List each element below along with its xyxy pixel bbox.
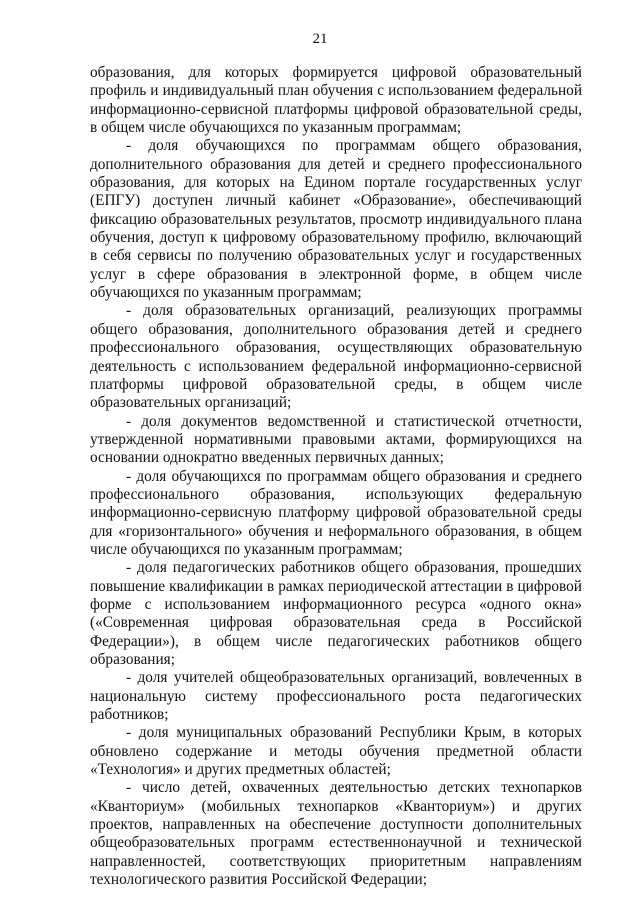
paragraph-continuation: образования, для которых формируется цифровой образовательный профиль и индивидуальный план обучения с использованием федеральной информационно-сервисной платформы цифровой образовательной среды, в общем числе обучающихся по указанным программам; xyxy=(90,64,582,137)
document-body xyxy=(90,64,582,889)
paragraph-item: - доля педагогических работников общего образования, прошедших повышение квалификации в рамках периодической аттестации в цифровой форме с использованием информационного ресурса «одного окна» («Современная цифровая образовательная среда в Российской Федерации»), в общем числе педагогических работников общего образования; xyxy=(90,559,582,668)
paragraph-item: - доля образовательных организаций, реализующих программы общего образования, дополнительного образования детей и среднего профессионального образования, осуществляющих образовательную деятельность с использованием федеральной информационно-сервисной платформы цифровой образовательной среды, в общем числе образовательных организаций; xyxy=(90,302,582,412)
page-number: 21 xyxy=(312,31,328,47)
paragraph-item: - доля обучающихся по программам общего образования, дополнительного образования для детей и среднего профессионального образования, для которых на Едином портале государственных услуг (ЕПГУ) доступен личный кабинет «Образование», обеспечивающий фиксацию образовательных результатов, просмотр индивидуального плана обучения, доступ к цифровому образовательному профилю, включающий в себя сервисы по получению образовательных услуг и государственных услуг в сфере образования в электронной форме, в общем числе обучающихся по указанным программам; xyxy=(90,137,582,302)
paragraph-item: - доля обучающихся по программам общего образования и среднего профессионального образования, использующих федеральную информационно-сервисную платформу цифровой образовательной среды для «горизонтального» обучения и неформального образования, в общем числе обучающихся по указанным программам; xyxy=(90,467,582,558)
paragraph-item: - доля муниципальных образований Республики Крым, в которых обновлено содержание и методы обучения предметной области «Технология» и других предметных областей; xyxy=(90,724,582,779)
paragraph-item: - число детей, охваченных деятельностью детских технопарков «Кванториум» (мобильных технопарков «Кванториум») и других проектов, направленных на обеспечение доступности дополнительных общеобразовательных программ естественнонаучной и технической направленностей, соответствующих приоритетным направлениям технологического развития Российской Федерации; xyxy=(90,779,582,889)
paragraph-item: - доля документов ведомственной и статистической отчетности, утвержденной нормативными правовыми актами, формирующихся на основании однократно введенных первичных данных; xyxy=(90,412,582,467)
paragraph-item: - доля учителей общеобразовательных организаций, вовлеченных в национальную систему профессионального роста педагогических работников; xyxy=(90,669,582,724)
